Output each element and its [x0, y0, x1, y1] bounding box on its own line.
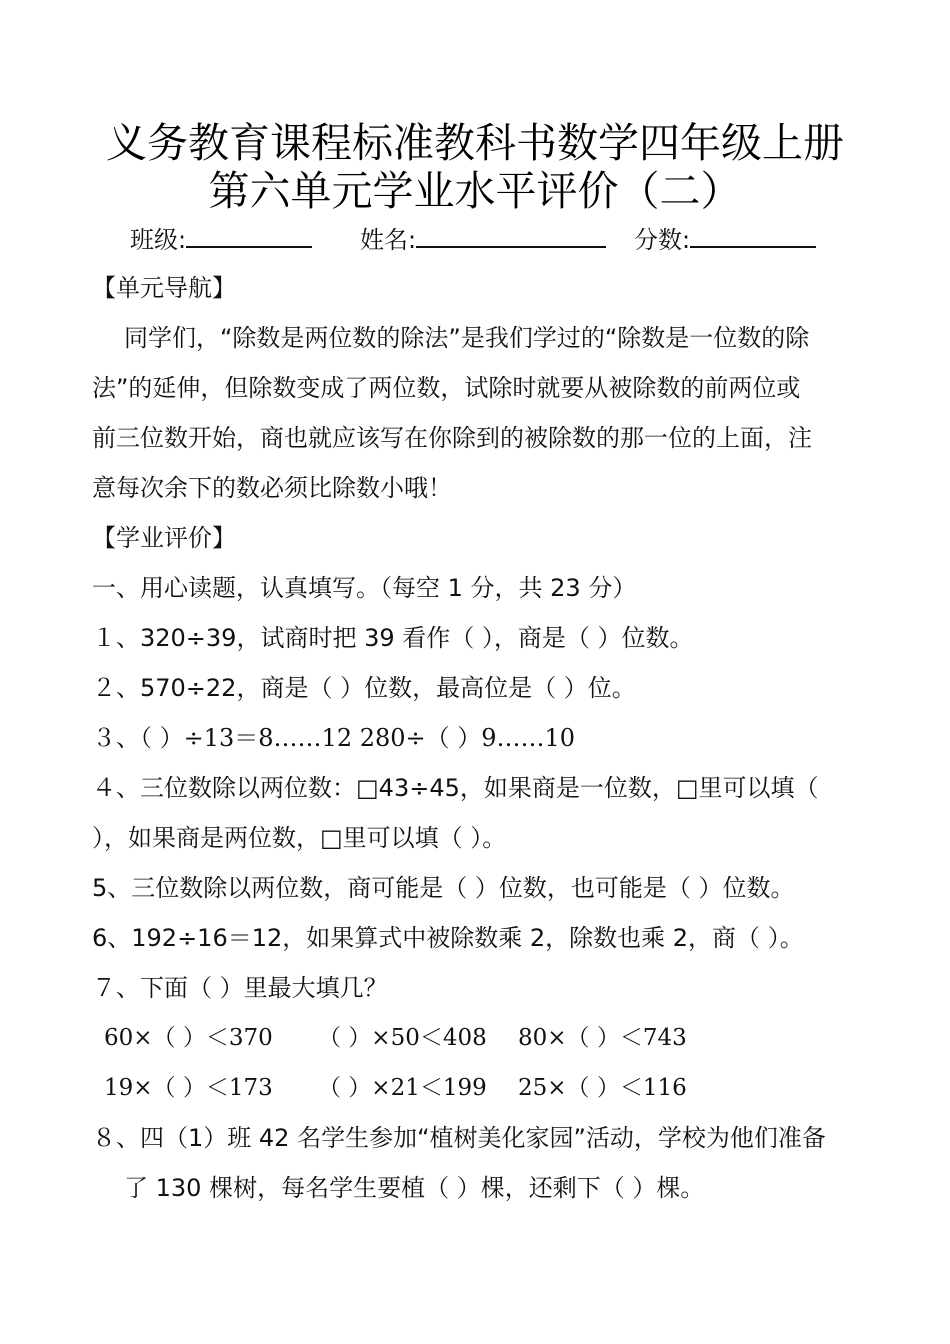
score-blank[interactable] [690, 222, 816, 248]
q7-item-4: 19×（ ）＜173 [104, 1075, 273, 1101]
question-5: 5、三位数除以两位数，商可能是（ ）位数，也可能是（ ）位数。 [92, 874, 795, 902]
name-blank[interactable] [416, 222, 606, 248]
question-3: ３、（ ）÷13＝8……12 280÷（ ）9……10 [92, 724, 576, 752]
class-blank[interactable] [186, 222, 312, 248]
score-label: 分数: [634, 226, 691, 254]
question-8-line-1: ８、四（1）班 42 名学生参加“植树美化家园”活动，学校为他们准备 [92, 1124, 826, 1152]
q7-item-5: （ ）×21＜199 [318, 1075, 487, 1101]
section-1-title: 一、用心读题，认真填写。（每空 1 分，共 23 分） [92, 574, 637, 602]
question-4-line-2: ），如果商是两位数，□里可以填（ ）。 [92, 824, 507, 852]
name-field [360, 222, 606, 258]
q7-item-6: 25×（ ）＜116 [518, 1075, 687, 1101]
q7-item-1: 60×（ ）＜370 [104, 1025, 273, 1051]
question-7-title: ７、下面（ ）里最大填几？ [92, 974, 388, 1002]
guide-paragraph-line-3: 前三位数开始，商也就应该写在你除到的被除数的那一位的上面，注 [92, 424, 812, 452]
question-1: １、320÷39，试商时把 39 看作（ ），商是（ ）位数。 [92, 624, 694, 652]
q7-item-2: （ ）×50＜408 [318, 1025, 487, 1051]
question-4-line-1: ４、三位数除以两位数：□43÷45，如果商是一位数，□里可以填（ [92, 774, 819, 802]
title-line-1: 义务教育课程标准教科书数学四年级上册 [106, 119, 844, 167]
question-6: 6、192÷16＝12，如果算式中被除数乘 2，除数也乘 2，商（ ）。 [92, 924, 804, 952]
class-label: 班级: [130, 226, 187, 254]
evaluation-heading: 【学业评价】 [92, 524, 236, 552]
guide-paragraph-line-2: 法”的延伸，但除数变成了两位数，试除时就要从被除数的前两位或 [92, 374, 801, 402]
guide-heading: 【单元导航】 [92, 274, 236, 302]
guide-paragraph-line-4: 意每次余下的数必须比除数小哦！ [92, 474, 452, 502]
class-field [130, 222, 312, 258]
question-8-line-2: 了 130 棵树，每名学生要植（ ）棵，还剩下（ ）棵。 [124, 1174, 705, 1202]
name-label: 姓名: [360, 226, 417, 254]
title-line-2: 第六单元学业水平评价（二） [208, 167, 742, 215]
q7-item-3: 80×（ ）＜743 [518, 1025, 687, 1051]
score-field [634, 222, 816, 258]
question-2: ２、570÷22，商是（ ）位数，最高位是（ ）位。 [92, 674, 636, 702]
guide-paragraph-line-1: 同学们，“除数是两位数的除法”是我们学过的“除数是一位数的除 [124, 324, 810, 352]
